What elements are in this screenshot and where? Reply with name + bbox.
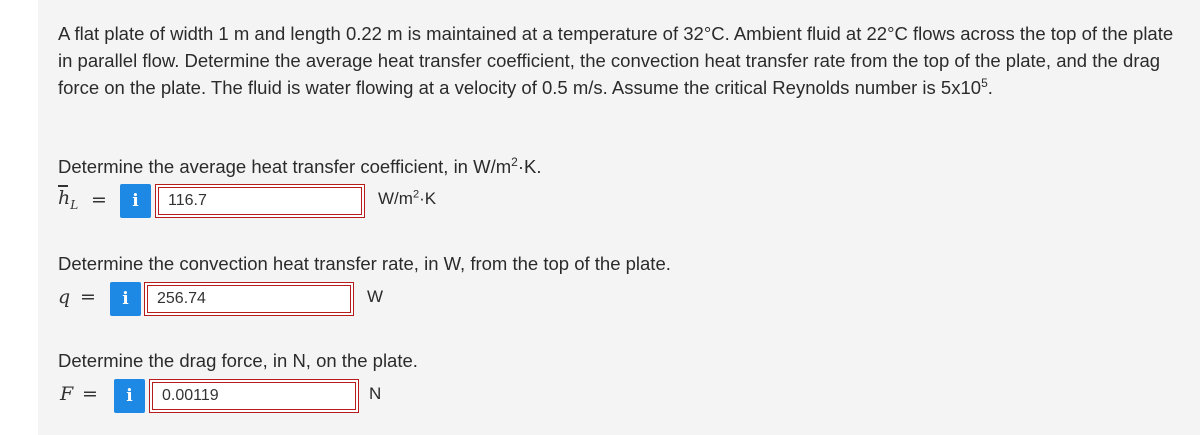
problem-statement: A flat plate of width 1 m and length 0.22 m is maintained at a temperature of 32°C. Ambient fluid at 22°C flows across the top of the plate in parallel flow. Determine the average heat transfer coefficient, the convection heat transfer rate from the top of the plate, and the drag force on the plate. The fluid is water flowing at a velocity of 0.5 m/s. Assume the critical Reynolds number is $5x10^5$. [58, 23, 1174, 98]
answer-field-heat-transfer-rate[interactable]: 256.74 [144, 282, 354, 316]
symbol-h-bar-L: $h_L$ [58, 187, 79, 212]
info-icon[interactable]: i [114, 379, 145, 413]
question-heat-transfer-rate: Determine the convection heat transfer rate, in W, from the top of the plate. [58, 253, 671, 274]
unit-label: W [367, 287, 384, 306]
equals-sign: = [80, 286, 96, 308]
symbol-F: F [60, 383, 74, 405]
unit-label: N [369, 384, 382, 403]
unit-label: $W/m^2\cdot K$ [378, 188, 437, 208]
answer-field-heat-transfer-coefficient[interactable]: 116.7 [155, 184, 365, 218]
symbol-q: q [58, 286, 71, 308]
info-icon[interactable]: i [120, 184, 151, 218]
equals-sign: = [91, 189, 107, 211]
question-heat-transfer-coefficient: Determine the average heat transfer coefficient, in $W/m^2\cdot K$. [58, 154, 542, 177]
equals-sign: = [82, 383, 98, 405]
question-drag-force: Determine the drag force, in N, on the plate. [58, 350, 418, 371]
info-icon[interactable]: i [110, 282, 141, 316]
answer-field-drag-force[interactable]: 0.00119 [149, 379, 359, 413]
problem-exponent: 5 [981, 75, 988, 90]
